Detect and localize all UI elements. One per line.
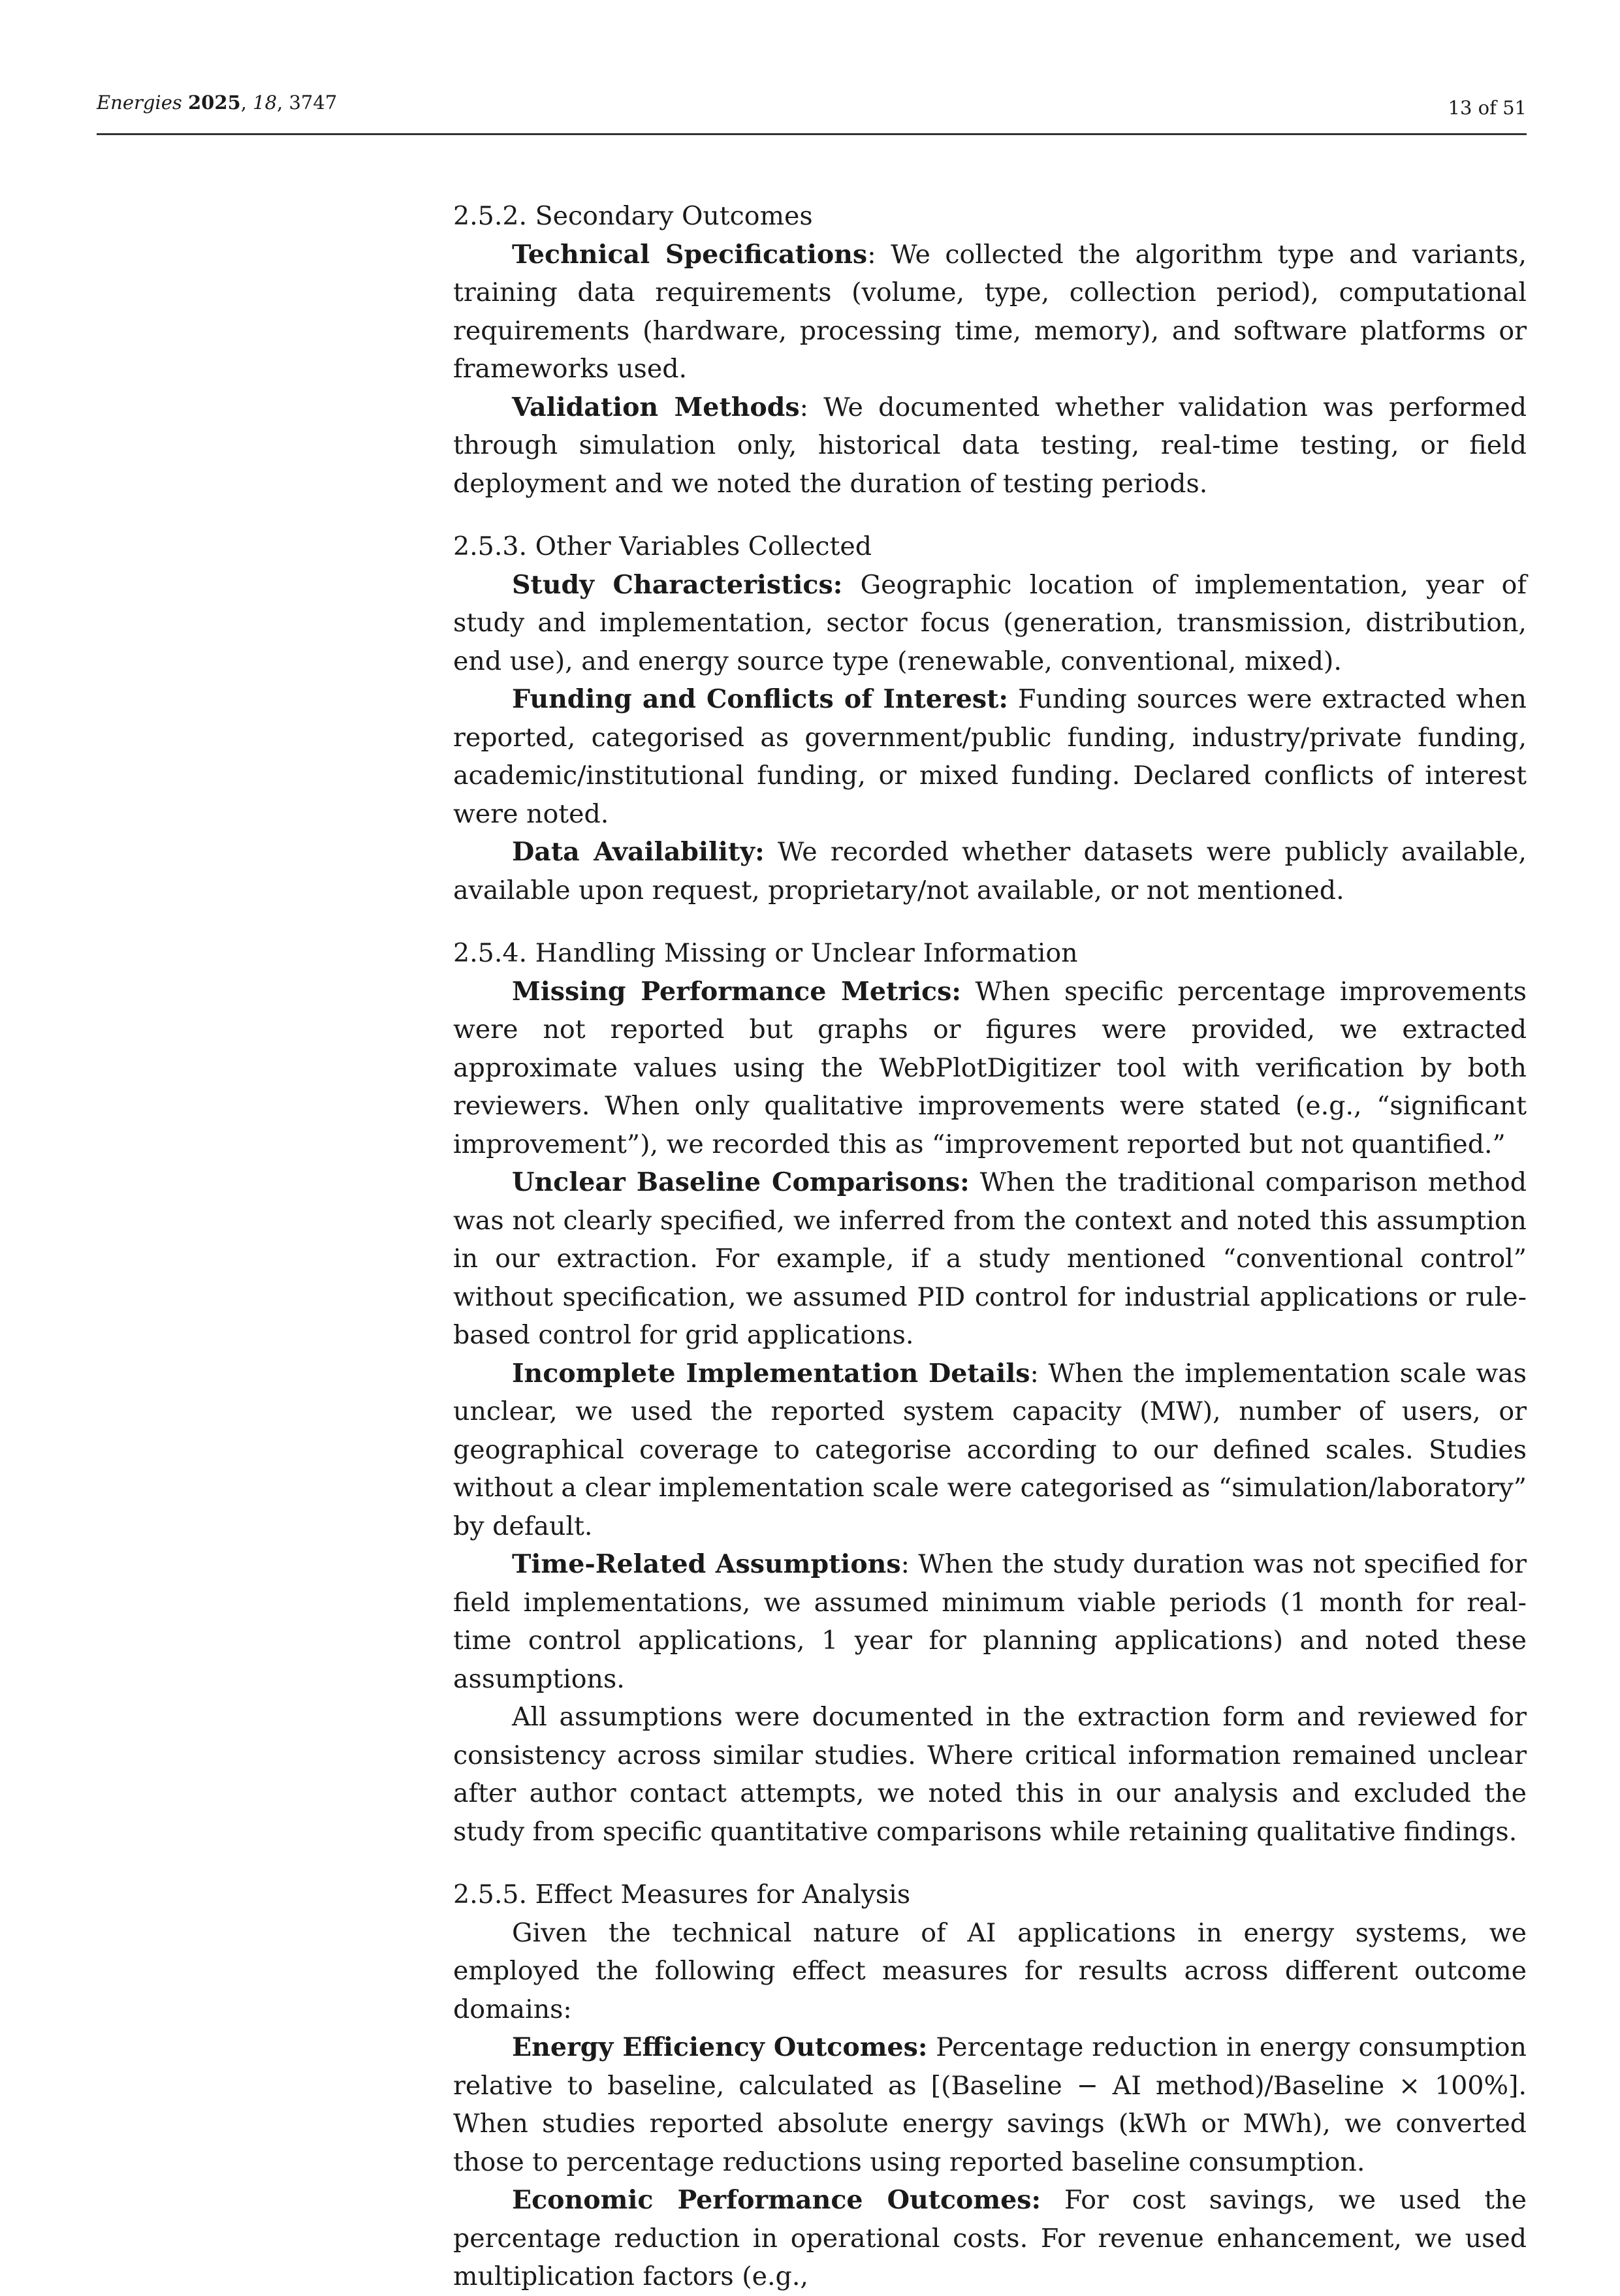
page-header: [97, 91, 1527, 135]
paragraph-text: We recorded whether datasets were publicly available, available upon request, proprietary/not available, or not mentioned.: [453, 837, 1527, 905]
paragraph-lead: Energy Efficiency Outcomes:: [512, 2032, 928, 2062]
paragraph-lead: Incomplete Implementation Details: [512, 1358, 1030, 1389]
section: [453, 197, 1527, 503]
paragraph-lead: Funding and Conflicts of Interest:: [512, 684, 1008, 714]
paragraph-text: All assumptions were documented in the extraction form and reviewed for consistency across similar studies. Where critical information remained unclear after author contact attempts, we noted this in our analysis and excluded the study from specific quantitative comparisons while retaining qualitative findings.: [453, 1702, 1527, 1847]
paragraph: [453, 1914, 1527, 2029]
section: [453, 527, 1527, 909]
paragraph-text: : We documented whether validation was performed through simulation only, historical data testing, real-time testing, or field deployment and we noted the duration of testing periods.: [453, 392, 1527, 499]
paragraph-lead: Economic Performance Outcomes:: [512, 2185, 1041, 2215]
paragraph: [453, 680, 1527, 833]
paragraph: [453, 833, 1527, 909]
journal-name: Energies: [97, 91, 182, 114]
journal-year: 2025: [187, 91, 241, 114]
article-number: 3747: [289, 91, 338, 114]
journal-citation: Energies 2025, 18, 3747: [97, 91, 338, 114]
section: [453, 934, 1527, 1851]
paragraph: [453, 2181, 1527, 2296]
paragraph: [453, 1698, 1527, 1851]
section-title: 2.5.5. Effect Measures for Analysis: [453, 1879, 911, 1910]
paragraph: [453, 2028, 1527, 2181]
paragraph-text: Funding sources were extracted when reported, categorised as government/public funding, industry/private funding, academic/institutional funding, or mixed funding. Declared conflicts of interest were noted.: [453, 684, 1527, 829]
paragraph: [453, 388, 1527, 503]
section-title: 2.5.2. Secondary Outcomes: [453, 201, 813, 231]
paragraph: [453, 973, 1527, 1164]
paragraph-lead: Missing Performance Metrics:: [512, 976, 961, 1007]
main-content: [453, 197, 1527, 2296]
paragraph: [453, 1545, 1527, 1698]
paragraph-text: Geographic location of implementation, year of study and implementation, sector focus (generation, transmission, distribution, end use), and energy source type (renewable, conventional, mixed).: [453, 569, 1527, 676]
paragraph-lead: Technical Specifications: [512, 239, 868, 270]
paragraph-text: : We collected the algorithm type and variants, training data requirements (volume, type, collection period), computational requirements (hardware, processing time, memory), and software platforms or frameworks used.: [453, 239, 1527, 384]
paragraph-text: : When the implementation scale was unclear, we used the reported system capacity (MW), number of users, or geographical coverage to categorise according to our defined scales. Studies without a clear implementation scale were categorised as “simulation/laboratory” by default.: [453, 1358, 1527, 1541]
page-number: 13 of 51: [1448, 97, 1527, 119]
journal-volume: 18: [253, 91, 278, 114]
paragraph-lead: Data Availability:: [512, 837, 765, 867]
paragraph-lead: Validation Methods: [512, 392, 800, 422]
paragraph-lead: Time-Related Assumptions: [512, 1549, 901, 1579]
paragraph: [453, 1163, 1527, 1355]
paragraph-text: Given the technical nature of AI applications in energy systems, we employed the following effect measures for results across different outcome domains:: [453, 1917, 1527, 2024]
paragraph-text: Percentage reduction in energy consumption relative to baseline, calculated as [(Baseline − AI method)/Baseline × 100%]. When studies reported absolute energy savings (kWh or MWh), we converted those to percentage reductions using reported baseline consumption.: [453, 2032, 1527, 2177]
section-title: 2.5.4. Handling Missing or Unclear Information: [453, 938, 1078, 968]
section-title: 2.5.3. Other Variables Collected: [453, 531, 872, 561]
paragraph-lead: Unclear Baseline Comparisons:: [512, 1167, 970, 1197]
paragraph: [453, 236, 1527, 388]
section: [453, 1876, 1527, 2296]
paragraph-lead: Study Characteristics:: [512, 569, 843, 600]
paragraph: [453, 566, 1527, 681]
paragraph-text: For cost savings, we used the percentage reduction in operational costs. For revenue enhancement, we used multiplication factors (e.g.,: [453, 2185, 1527, 2291]
paragraph-text: When the traditional comparison method was not clearly specified, we inferred from the context and noted this assumption in our extraction. For example, if a study mentioned “conventional control” without specification, we assumed PID control for industrial applications or rule-based control for grid applications.: [453, 1167, 1527, 1350]
paragraph-text: When specific percentage improvements were not reported but graphs or figures were provided, we extracted approximate values using the WebPlotDigitizer tool with verification by both reviewers. When only qualitative improvements were stated (e.g., “significant improvement”), we recorded this as “improvement reported but not quantified.”: [453, 976, 1527, 1159]
paragraph: [453, 1355, 1527, 1546]
paragraph-text: : When the study duration was not specified for field implementations, we assumed minimum viable periods (1 month for real-time control applications, 1 year for planning applications) and noted these assumptions.: [453, 1549, 1527, 1694]
